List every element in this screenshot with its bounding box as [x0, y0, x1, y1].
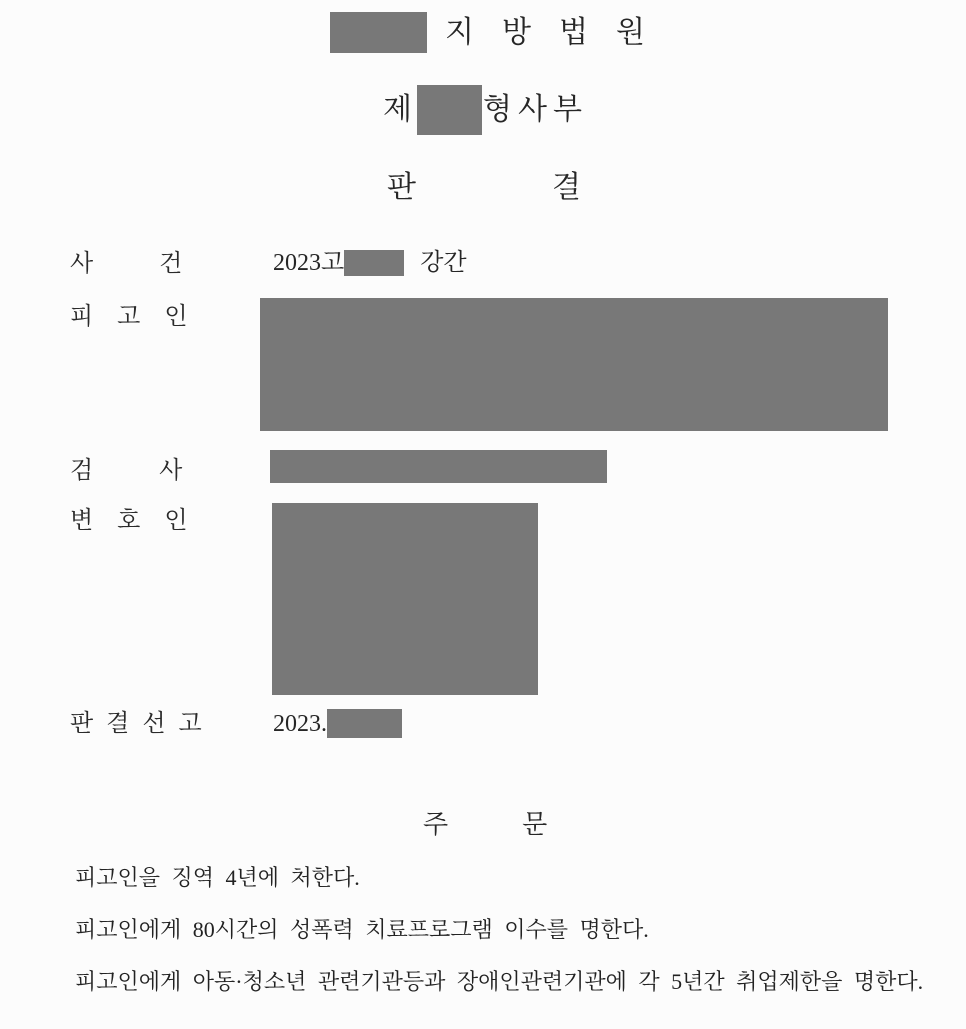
field-label-prosecutor: 검사 [70, 458, 249, 484]
case-number-prefix: 2023고 [273, 250, 345, 276]
order-item-employment-restriction: 피고인에게 아동·청소년 관련기관등과 장애인관련기관에 각 5년간 취업제한을 명한다. [75, 969, 924, 994]
redaction-division-number [417, 85, 482, 135]
redaction-judgment-date [327, 709, 402, 738]
division-suffix: 형사부 [483, 93, 588, 126]
redaction-case-number [344, 250, 404, 276]
field-label-defense-counsel: 변호인 [70, 508, 212, 534]
redaction-defendant-info [260, 298, 888, 431]
court-name-suffix: 지방법원 [445, 16, 673, 49]
field-label-judgment-date: 판결선고 [70, 711, 215, 737]
case-charge: 강간 [420, 250, 467, 276]
redaction-prosecutor-name [270, 450, 607, 483]
judgment-title: 판결 [387, 171, 717, 204]
field-label-defendant: 피고인 [70, 304, 212, 330]
redaction-court-name [330, 12, 427, 53]
order-item-treatment-program: 피고인에게 80시간의 성폭력 치료프로그램 이수를 명한다. [75, 917, 649, 942]
case-number-value [273, 249, 467, 277]
order-heading: 주문 [423, 810, 622, 839]
division-prefix: 제 [383, 93, 412, 126]
order-item-sentence: 피고인을 징역 4년에 처한다. [75, 865, 360, 890]
redaction-defense-counsel [272, 503, 538, 695]
judgment-date-value [273, 709, 402, 738]
judgment-date-prefix: 2023. [273, 710, 327, 737]
field-label-case: 사건 [70, 251, 249, 277]
